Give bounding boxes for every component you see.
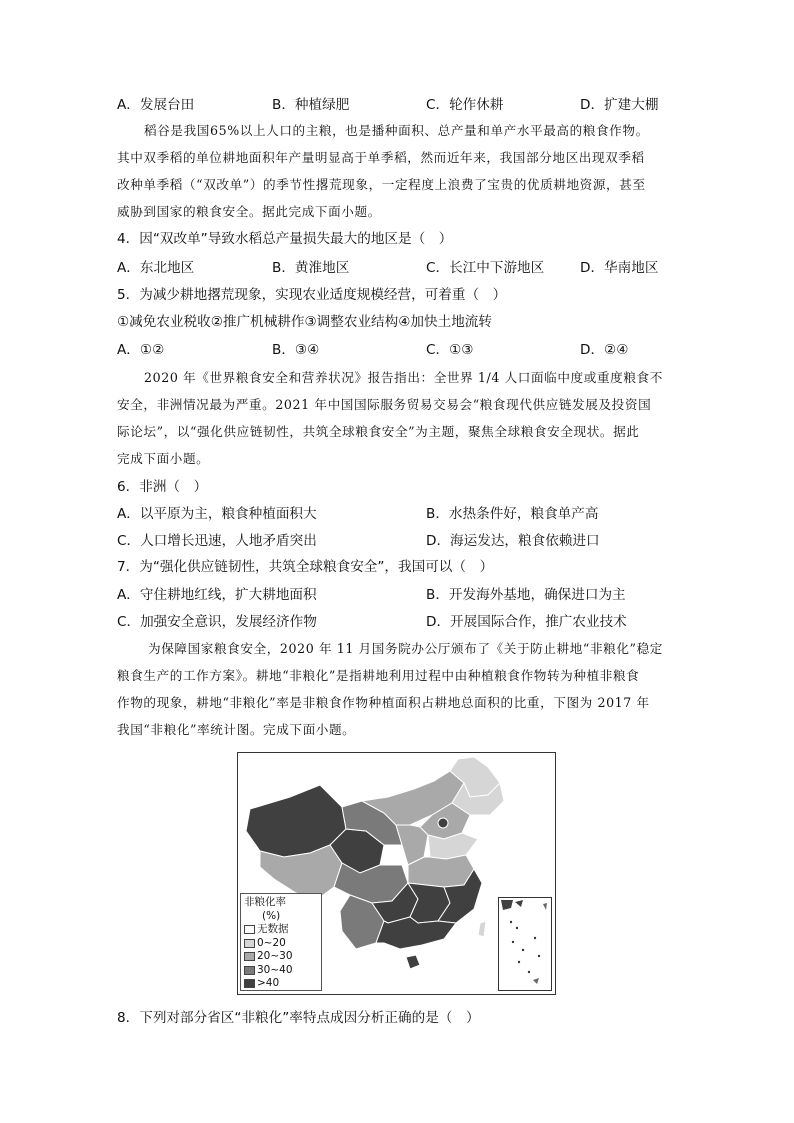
q6-option-b: B．水热条件好，粮食单产高 xyxy=(426,506,599,522)
q6-option-d: D．海运发达，粮食依赖进口 xyxy=(426,533,600,549)
passage-rice-line-1: 稻谷是我国65%以上人口的主粮，也是播种面积、总产量和单产水平最高的粮食作物。 xyxy=(144,123,649,138)
legend-swatch xyxy=(244,952,255,961)
q7-option-c: C．加强安全意识，发展经济作物 xyxy=(117,614,317,630)
q3-option-a: A．发展台田 xyxy=(117,97,195,113)
region-central xyxy=(408,855,474,887)
legend-swatch xyxy=(244,925,255,934)
legend-swatch xyxy=(244,939,255,948)
legend-item xyxy=(244,950,318,964)
region-beijing xyxy=(438,818,448,828)
passage-rice-line-2: 其中双季稻的单位耕地面积年产量明显高于单季稻，然而近年来，我国部分地区出现双季稻 xyxy=(117,150,645,165)
q4-option-c: C．长江中下游地区 xyxy=(426,260,545,276)
map-legend xyxy=(240,893,322,991)
q6-option-c: C．人口增长迅速，人地矛盾突出 xyxy=(117,533,317,549)
q7-option-b: B．开发海外基地，确保进口为主 xyxy=(426,587,626,603)
passage-food-line-2: 安全，非洲情况最为严重。2021 年中国国际服务贸易交易会“粮食现代供应链发展及投资国 xyxy=(117,397,652,412)
q7-stem: 7．为“强化供应链韧性，共筑全球粮食安全”，我国可以（ ） xyxy=(117,559,494,575)
q3-option-c: C．轮作休耕 xyxy=(426,97,504,113)
q5-option-c: C．①③ xyxy=(426,342,474,358)
legend-item xyxy=(244,937,318,951)
q7-option-a: A．守住耕地红线，扩大耕地面积 xyxy=(117,587,317,603)
region-hainan xyxy=(406,955,420,969)
q4-option-a: A．东北地区 xyxy=(117,260,195,276)
q3-option-d: D．扩建大棚 xyxy=(580,97,659,113)
q3-option-b: B．种植绿肥 xyxy=(272,97,350,113)
q4-stem: 4．因“双改单”导致水稻总产量损失最大的地区是（ ） xyxy=(117,231,453,247)
passage-non-grain-line-2: 粮食生产的工作方案》。耕地“非粮化”是指耕地利用过程中由种植粮食作物转为种植非粮食 xyxy=(117,668,640,683)
legend-swatch xyxy=(244,979,255,988)
legend-title: 非粮化率 xyxy=(244,896,286,908)
south-china-sea-inset xyxy=(498,897,552,991)
q7-option-d: D．开展国际合作，推广农业技术 xyxy=(426,614,627,630)
q6-option-a: A．以平原为主，粮食种植面积大 xyxy=(117,506,317,522)
q4-option-d: D．华南地区 xyxy=(580,260,659,276)
passage-food-line-4: 完成下面小题。 xyxy=(117,451,210,466)
legend-label: 无数据 xyxy=(257,923,289,935)
legend-label: 20~30 xyxy=(257,950,293,962)
legend-label: 30~40 xyxy=(257,963,293,976)
q4-option-b: B．黄淮地区 xyxy=(272,260,350,276)
q5-stem: 5．为减少耕地撂荒现象，实现农业适度规模经营，可着重（ ） xyxy=(117,287,507,303)
legend-unit: (%) xyxy=(262,909,281,922)
q5-option-d: D．②④ xyxy=(580,342,629,358)
legend-item xyxy=(244,964,318,978)
non-grain-rate-map xyxy=(237,752,556,995)
q6-stem: 6．非洲（ ） xyxy=(117,479,208,495)
legend-label: >40 xyxy=(257,977,280,989)
q8-stem: 8．下列对部分省区“非粮化”率特点成因分析正确的是（ ） xyxy=(117,1010,480,1026)
legend-label: 0~20 xyxy=(257,936,286,949)
legend-item xyxy=(244,923,318,937)
passage-non-grain-line-4: 我国“非粮化”率统计图。完成下面小题。 xyxy=(117,722,356,737)
q5-option-b: B．③④ xyxy=(272,342,320,358)
passage-food-line-1: 2020 年《世界粮食安全和营养状况》报告指出：全世界 1/4 人口面临中度或重度粮食不 xyxy=(144,370,663,385)
q5-items: ①减免农业税收②推广机械耕作③调整农业结构④加快土地流转 xyxy=(117,314,492,330)
passage-rice-line-3: 改种单季稻（“双改单”）的季节性撂荒现象，一定程度上浪费了宝贵的优质耕地资源，甚至 xyxy=(117,177,646,192)
inset-islands xyxy=(499,898,551,990)
region-shandong-henan xyxy=(428,833,478,859)
legend-swatch xyxy=(244,966,255,975)
passage-non-grain-line-3: 作物的现象，耕地“非粮化”率是非粮食作物种植面积占耕地总面积的比重，下图为 2017 年 xyxy=(117,695,650,710)
legend-item xyxy=(244,977,318,991)
passage-rice-line-4: 威胁到国家的粮食安全。据此完成下面小题。 xyxy=(117,204,381,219)
passage-non-grain-line-1: 为保障国家粮食安全，2020 年 11 月国务院办公厅颁布了《关于防止耕地“非粮化”稳定 xyxy=(148,641,663,656)
passage-food-line-3: 际论坛”，以“强化供应链韧性，共筑全球粮食安全”为主题，聚焦全球粮食安全现状。据此 xyxy=(117,424,640,439)
region-taiwan xyxy=(478,921,486,937)
q5-option-a: A．①② xyxy=(117,342,165,358)
